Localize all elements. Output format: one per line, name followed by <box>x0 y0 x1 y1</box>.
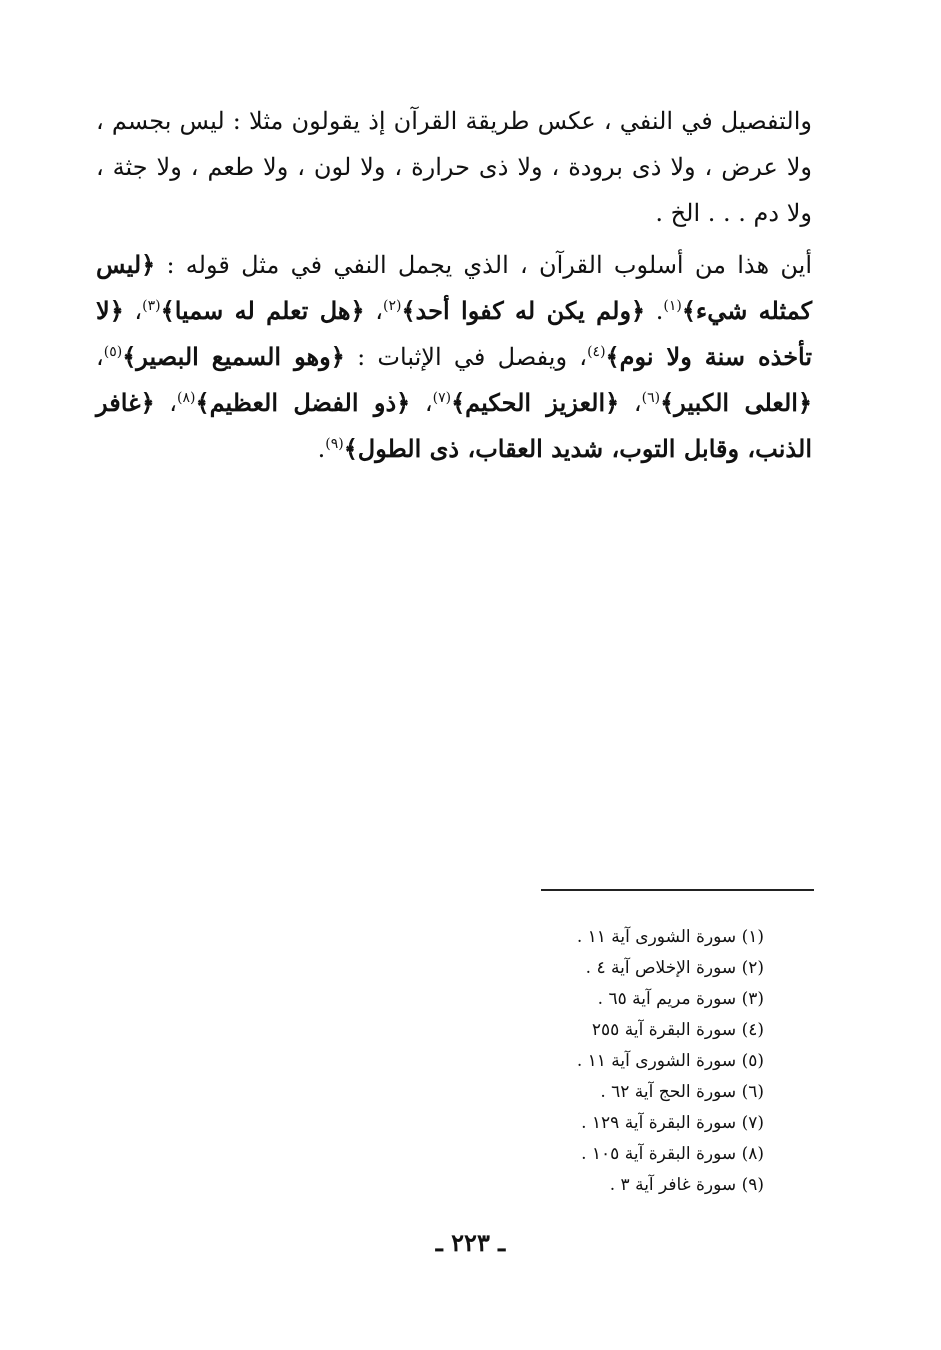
footnote-ref[interactable]: (٨) <box>177 390 196 406</box>
footnote-item: (٩) سورة غافر آية ٣ . <box>609 1175 764 1195</box>
footnote-item: (١) سورة الشورى آية ١١ . <box>576 927 764 947</box>
paragraph-2-intro: أين هذا من أسلوب القرآن ، الذي يجمل النفي في مثل قوله : <box>166 251 812 279</box>
paragraph-1-text: والتفصيل في النفي ، عكس طريقة القرآن إذ يقولون مثلا : ليس بجسم ، ولا عرض ، ولا ذى برودة ، ولا ذى حرارة ، ولا لون ، ولا طعم ، ولا جثة ، ولا دم . . . الخ . <box>96 107 812 227</box>
quran-verse: ﴿وهو السميع البصير﴾ <box>122 342 345 371</box>
footnote-item: (٨) سورة البقرة آية ١٠٥ . <box>581 1144 764 1164</box>
footnote-ref[interactable]: (٩) <box>325 436 344 452</box>
quran-verse: ﴿العزيز الحكيم﴾ <box>451 388 620 417</box>
footnote-item: (٢) سورة الإخلاص آية ٤ . <box>585 958 764 978</box>
footnote-item: (٤) سورة البقرة آية ٢٥٥ <box>591 1020 764 1040</box>
footnote-item: (٣) سورة مريم آية ٦٥ . <box>597 989 764 1009</box>
paragraph-1 <box>96 98 812 236</box>
quran-verse: ﴿ولم يكن له كفوا أحد﴾ <box>401 296 646 325</box>
quran-verse: ﴿العلى الكبير﴾ <box>660 388 813 417</box>
footnote-ref[interactable]: (٦) <box>641 390 661 406</box>
paragraph-2-mid: ، ويفصل في الإثبات : <box>357 343 588 371</box>
footnote-item: (٧) سورة البقرة آية ١٢٩ . <box>581 1113 764 1133</box>
footnote-ref[interactable]: (٤) <box>587 344 606 360</box>
footnote-ref[interactable]: (٥) <box>103 344 123 360</box>
quran-verse: ﴿ذو الفضل العظيم﴾ <box>195 388 411 417</box>
footnote-divider <box>541 889 814 891</box>
footnote-item: (٥) سورة الشورى آية ١١ . <box>576 1051 764 1071</box>
footnote-ref[interactable]: (٢) <box>383 298 402 314</box>
quran-verse: ﴿غافر الذنب، وقابل التوب، شديد العقاب، ذى الطول﴾ <box>96 388 812 463</box>
quran-verse: ﴿ليس كمثله شيء﴾ <box>96 250 813 325</box>
footnote-item: (٦) سورة الحج آية ٦٢ . <box>600 1082 764 1102</box>
footnote-ref[interactable]: (١) <box>663 298 682 314</box>
quran-verse: ﴿لا تأخذه سنة ولا نوم﴾ <box>96 296 813 371</box>
main-text <box>96 98 812 472</box>
paragraph-2: أين هذا من أسلوب القرآن ، الذي يجمل النفي في مثل قوله : ﴿ليس كمثله شيء﴾$^{(١)}$. ﴿ولم يكن له كفوا أحد﴾$^{(٢)}$، ﴿هل تعلم له سميا﴾$^{(٣)}$، ﴿لا تأخذه سنة ولا نوم﴾$^{(٤)}$، ويفصل في الإثبات : ﴿وهو السميع البصير﴾$^{(٥)}$، ﴿العلى الكبير﴾$^{(٦)}$، ﴿العزيز الحكيم﴾$^{(٧)}$، ﴿ذو الفضل العظيم﴾$^{(٨)}$، ﴿غافر الذنب، وقابل التوب، شديد العقاب، ذى الطول﴾$^{(٩)}$. <box>96 250 813 463</box>
footnote-ref[interactable]: (٣) <box>142 298 161 314</box>
footnote-ref[interactable]: (٧) <box>432 390 452 406</box>
footnotes-list <box>520 922 764 1201</box>
page-number: ـ ٢٢٣ ـ <box>435 1228 506 1257</box>
quran-verse: ﴿هل تعلم له سميا﴾ <box>160 296 365 325</box>
